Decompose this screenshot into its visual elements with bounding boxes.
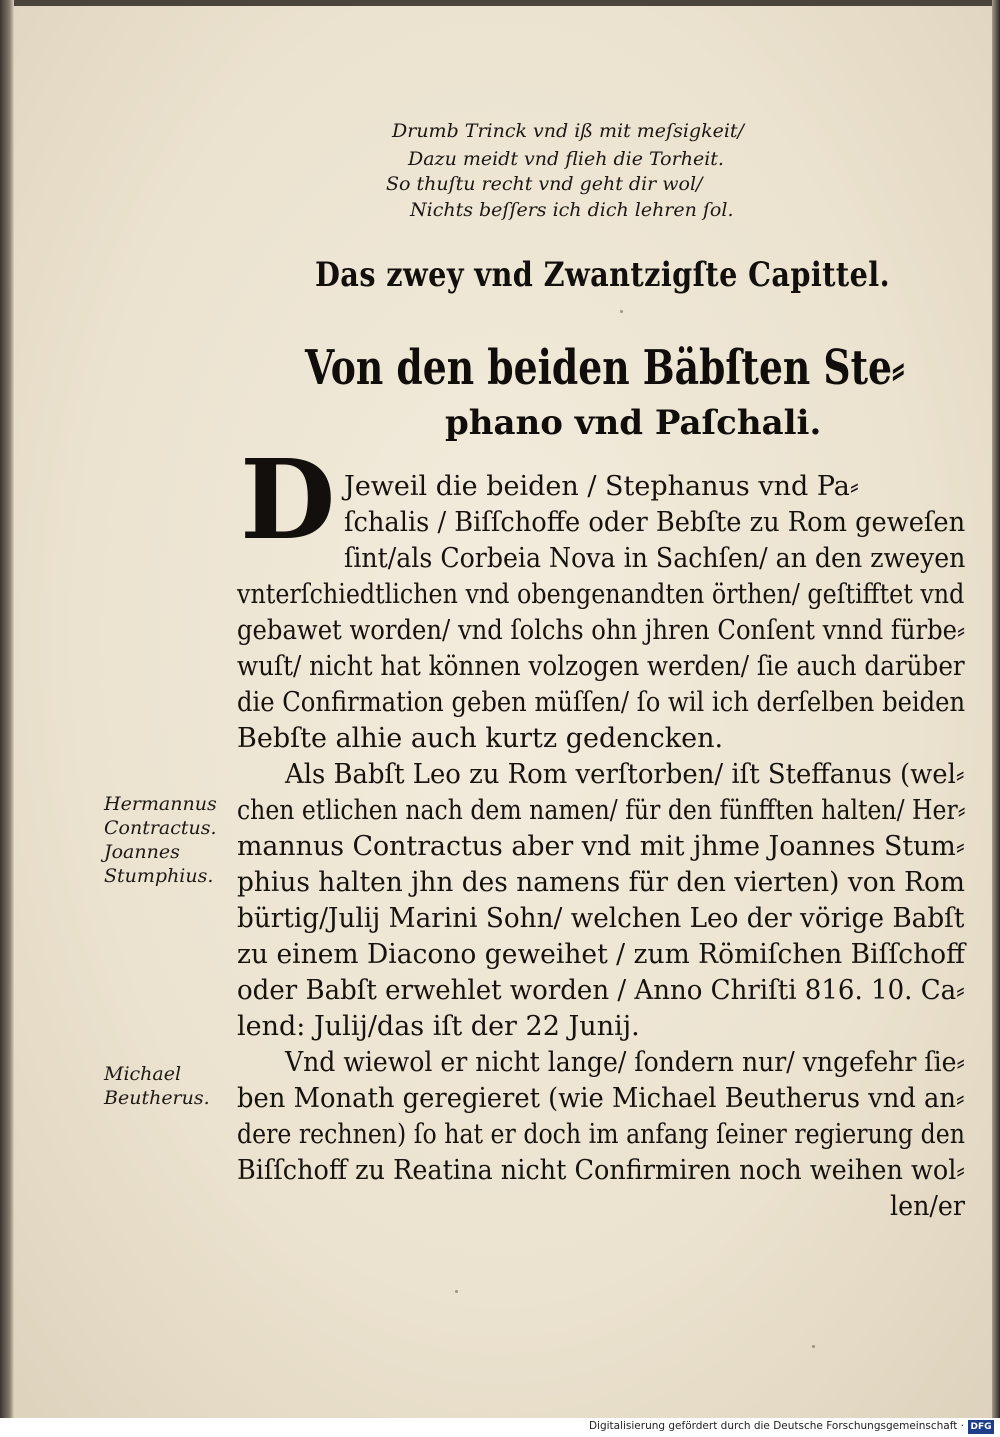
page-edge-right <box>992 0 1000 1418</box>
chapter-title-line-1: Von den beiden Bäbſten Ste⸗ <box>305 340 905 396</box>
body-line-18: ben Monath geregieret (wie Michael Beutherus vnd an⸗ <box>237 1083 965 1114</box>
footer-bar <box>0 1418 1000 1437</box>
verse-line-2: Dazu meidt vnd flieh die Torheit. <box>408 148 724 170</box>
body-line-6: wuſt/ nicht hat können volzogen werden/ ſie auch darüber <box>237 651 965 682</box>
drop-cap-initial: D <box>240 435 336 564</box>
body-line-1: Jeweil die beiden / Stephanus vnd Pa⸗ <box>344 471 859 502</box>
body-line-16: lend: Julij/das iſt der 22 Junij. <box>237 1011 640 1042</box>
body-line-8: Bebſte alhie auch kurtz gedencken. <box>237 723 724 754</box>
body-line-11: mannus Contractus aber vnd mit jhme Joannes Stum⸗ <box>237 831 965 862</box>
margin-note-2-line-1: Michael <box>104 1063 182 1085</box>
margin-note-1-line-4: Stumphius. <box>104 865 214 887</box>
catchword: len/er <box>890 1191 966 1222</box>
dfg-logo: DFG <box>968 1420 994 1434</box>
chapter-heading: Das zwey vnd Zwantzigſte Capittel. <box>315 255 891 295</box>
body-line-3: ſint/als Corbeia Nova in Sachſen/ an den zweyen <box>344 543 966 574</box>
verse-line-1: Drumb Trinck vnd iß mit meſsigkeit/ <box>392 120 744 142</box>
funding-credit: Digitalisierung gefördert durch die Deutsche Forschungsgemeinschaft · <box>588 1420 964 1432</box>
body-line-14: zu einem Diacono geweihet / zum Römiſchen Biſſchoff <box>237 939 965 970</box>
body-line-2: ſchalis / Biſſchoffe oder Bebſte zu Rom geweſen <box>344 507 966 538</box>
page-edge-left <box>0 0 14 1418</box>
body-line-5: gebawet worden/ vnd ſolchs ohn jhren Conſent vnnd fürbe⸗ <box>237 615 966 646</box>
body-line-13: bürtig/Julij Marini Sohn/ welchen Leo der vörige Babſt <box>237 903 965 934</box>
page-edge-top <box>0 0 1000 6</box>
margin-note-1-line-1: Hermannus <box>104 793 217 815</box>
margin-note-2-line-2: Beutherus. <box>104 1087 210 1109</box>
paper-speck <box>455 1290 458 1293</box>
body-line-12: phius halten jhn des namens für den vierten) von Rom <box>237 867 965 898</box>
body-line-17: Vnd wiewol er nicht lange/ ſondern nur/ vngefehr ſie⸗ <box>285 1047 965 1078</box>
body-line-20: Biſſchoff zu Reatina nicht Confirmiren noch weihen wol⸗ <box>237 1155 965 1186</box>
paper-speck <box>620 310 623 313</box>
body-line-19: dere rechnen) ſo hat er doch im anfang ſeiner regierung den <box>237 1119 965 1150</box>
verse-line-4: Nichts beſſers ich dich lehren ſol. <box>410 199 734 221</box>
body-line-4: vnterſchiedtlichen vnd obengenandten örthen/ geſtifftet vnd <box>237 579 965 610</box>
body-line-15: oder Babſt erwehlet worden / Anno Chriſti 816. 10. Ca⸗ <box>237 975 965 1006</box>
chapter-title-line-2: phano vnd Paſchali. <box>445 403 822 443</box>
margin-note-1-line-3: Joannes <box>104 841 180 863</box>
paper-speck <box>812 1345 815 1348</box>
verse-line-3: So thuſtu recht vnd geht dir wol/ <box>386 173 703 195</box>
margin-note-1-line-2: Contractus. <box>104 817 217 839</box>
body-line-9: Als Babſt Leo zu Rom verſtorben/ iſt Steffanus (wel⸗ <box>285 759 965 790</box>
body-line-7: die Confirmation geben müſſen/ ſo wil ich derſelben beiden <box>237 687 966 718</box>
body-line-10: chen etlichen nach dem namen/ für den fünfften halten/ Her⸗ <box>237 795 966 826</box>
